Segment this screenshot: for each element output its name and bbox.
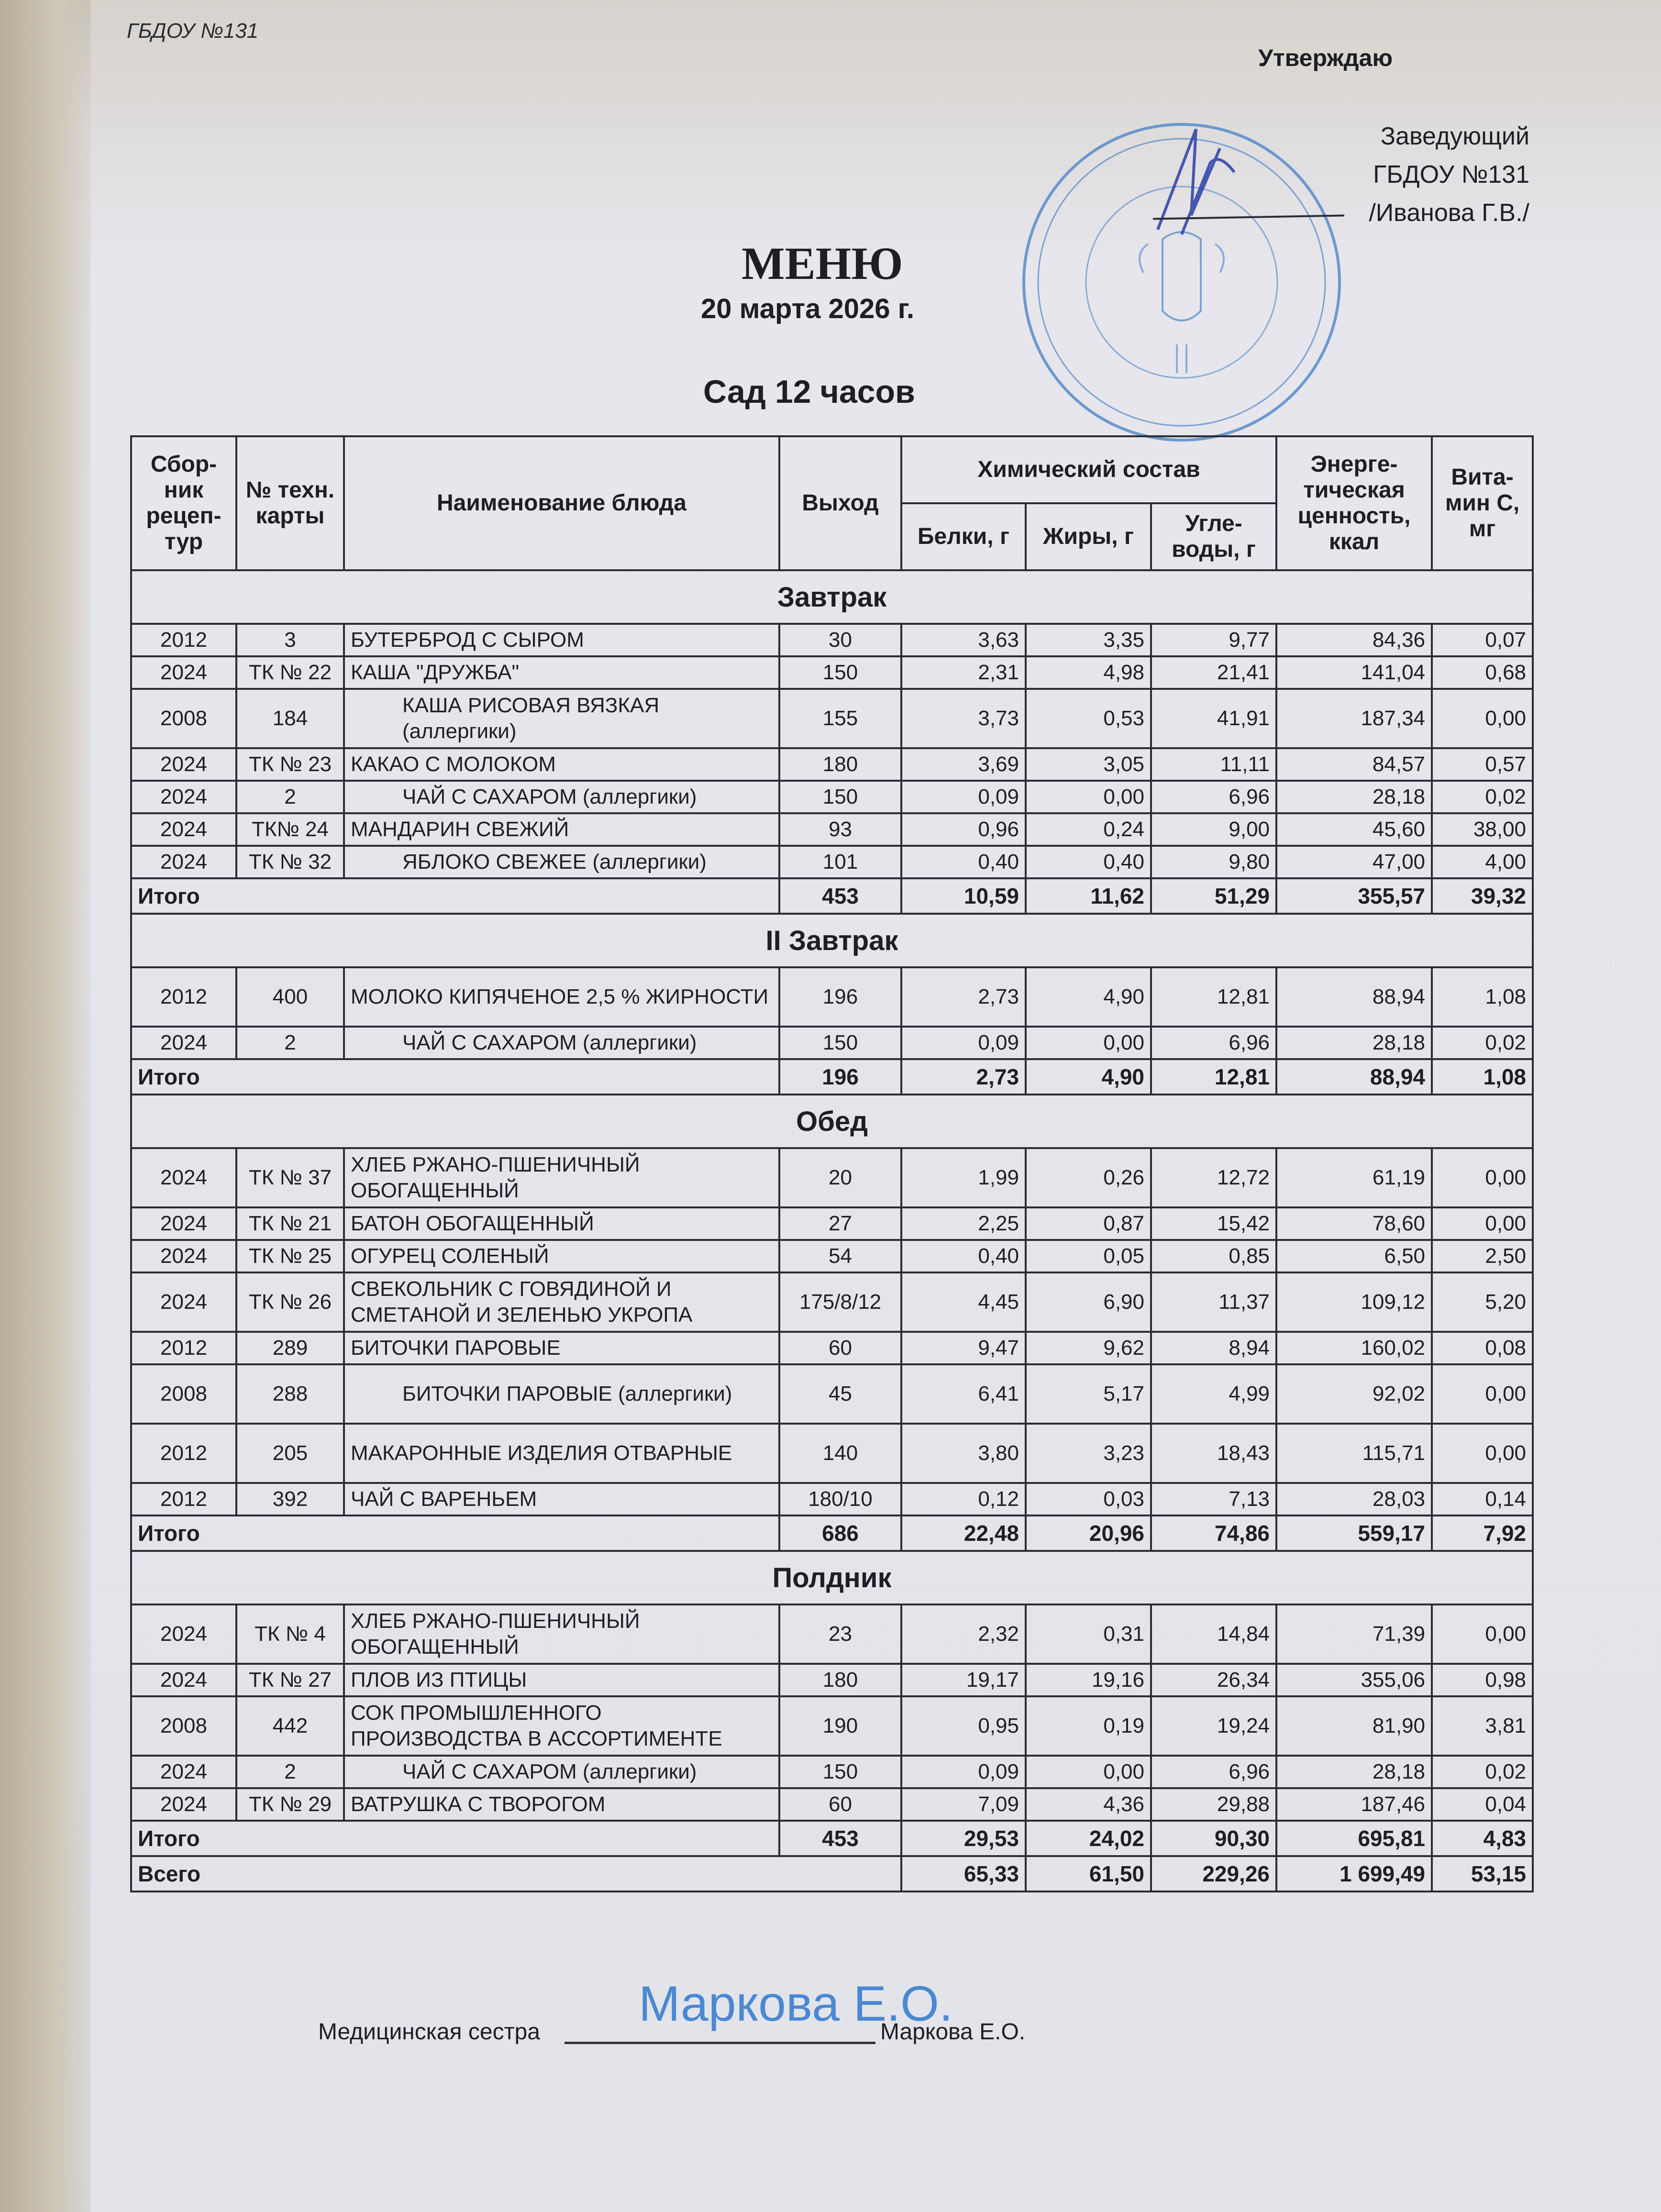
cell-v: 4,00 [1432, 846, 1533, 878]
cell-dish-name: БУТЕРБРОД С СЫРОМ [344, 624, 779, 656]
cell-p: 0,09 [901, 1756, 1026, 1788]
cell-f: 0,00 [1026, 1756, 1151, 1788]
table-row [131, 813, 1533, 846]
cell-f: 0,26 [1026, 1148, 1151, 1207]
cell-v: 38,00 [1432, 813, 1533, 846]
cell-dish-name: МАКАРОННЫЕ ИЗДЕЛИЯ ОТВАРНЫЕ [344, 1424, 779, 1483]
cell-c: 4,99 [1151, 1364, 1276, 1424]
cell-v: 0,08 [1432, 1332, 1533, 1364]
cell-e: 45,60 [1276, 813, 1432, 846]
total-e: 355,57 [1276, 878, 1432, 914]
cell-f: 0,00 [1026, 781, 1151, 813]
cell-yield: 45 [779, 1364, 901, 1424]
header-fat: Жиры, г [1026, 503, 1151, 570]
header-card: № техн. карты [236, 436, 344, 570]
cell-card: 3 [236, 624, 344, 656]
cell-card: ТК № 23 [236, 748, 344, 781]
table-row [131, 1272, 1533, 1332]
table-row [131, 846, 1533, 878]
cell-f: 0,31 [1026, 1604, 1151, 1664]
approval-label: Утверждаю [1258, 44, 1393, 71]
cell-v: 2,50 [1432, 1240, 1533, 1272]
cell-yield: 180 [779, 748, 901, 781]
cell-p: 9,47 [901, 1332, 1026, 1364]
cell-p: 2,31 [901, 656, 1026, 689]
cell-v: 0,02 [1432, 781, 1533, 813]
cell-e: 160,02 [1276, 1332, 1432, 1364]
cell-collection: 2024 [131, 1272, 236, 1332]
total-row [131, 878, 1533, 914]
cell-p: 3,80 [901, 1424, 1026, 1483]
table-row [131, 748, 1533, 781]
nurse-signature: Маркова Е.О. [639, 1976, 953, 2032]
cell-dish-name: ЧАЙ С САХАРОМ (аллергики) [344, 1756, 779, 1788]
grand-total-v: 53,15 [1432, 1856, 1533, 1891]
cell-collection: 2024 [131, 1207, 236, 1240]
cell-e: 47,00 [1276, 846, 1432, 878]
cell-f: 3,35 [1026, 624, 1151, 656]
cell-dish-name: КАША РИСОВАЯ ВЯЗКАЯ (аллергики) [344, 689, 779, 748]
cell-f: 3,05 [1026, 748, 1151, 781]
cell-collection: 2008 [131, 1696, 236, 1756]
total-p: 2,73 [901, 1059, 1026, 1095]
table-row [131, 1332, 1533, 1364]
cell-collection: 2024 [131, 846, 236, 878]
total-p: 29,53 [901, 1821, 1026, 1856]
table-row [131, 1207, 1533, 1240]
cell-c: 0,85 [1151, 1240, 1276, 1272]
cell-f: 9,62 [1026, 1332, 1151, 1364]
cell-card: 442 [236, 1696, 344, 1756]
cell-e: 84,36 [1276, 624, 1432, 656]
cell-yield: 180 [779, 1664, 901, 1696]
cell-collection: 2012 [131, 1483, 236, 1515]
cell-card: ТК № 25 [236, 1240, 344, 1272]
total-f: 24,02 [1026, 1821, 1151, 1856]
cell-c: 26,34 [1151, 1664, 1276, 1696]
grand-total-c: 229,26 [1151, 1856, 1276, 1891]
cell-yield: 93 [779, 813, 901, 846]
cell-f: 4,36 [1026, 1788, 1151, 1821]
total-row [131, 1515, 1533, 1551]
cell-c: 15,42 [1151, 1207, 1276, 1240]
cell-p: 0,09 [901, 781, 1026, 813]
cell-card: 289 [236, 1332, 344, 1364]
table-row [131, 1604, 1533, 1664]
cell-card: ТК № 29 [236, 1788, 344, 1821]
head-name: /Иванова Г.В./ [1369, 199, 1529, 227]
cell-c: 19,24 [1151, 1696, 1276, 1756]
cell-v: 0,00 [1432, 1207, 1533, 1240]
cell-collection: 2024 [131, 1788, 236, 1821]
cell-c: 9,80 [1151, 846, 1276, 878]
cell-dish-name: ПЛОВ ИЗ ПТИЦЫ [344, 1664, 779, 1696]
cell-e: 115,71 [1276, 1424, 1432, 1483]
cell-v: 0,00 [1432, 1148, 1533, 1207]
cell-dish-name: ОГУРЕЦ СОЛЕНЫЙ [344, 1240, 779, 1272]
menu-table-body [131, 570, 1533, 1891]
cell-yield: 54 [779, 1240, 901, 1272]
cell-card: 2 [236, 781, 344, 813]
cell-yield: 180/10 [779, 1483, 901, 1515]
total-v: 4,83 [1432, 1821, 1533, 1856]
cell-yield: 155 [779, 689, 901, 748]
section-row [131, 570, 1533, 624]
total-row [131, 1821, 1533, 1856]
total-f: 11,62 [1026, 878, 1151, 914]
cell-p: 2,25 [901, 1207, 1026, 1240]
cell-p: 4,45 [901, 1272, 1026, 1332]
cell-yield: 190 [779, 1696, 901, 1756]
cell-v: 5,20 [1432, 1272, 1533, 1332]
header-chemical: Химический состав [901, 436, 1276, 503]
total-row [131, 1059, 1533, 1095]
cell-f: 0,03 [1026, 1483, 1151, 1515]
header-collection: Сбор-ник рецеп-тур [131, 436, 236, 570]
cell-c: 6,96 [1151, 1756, 1276, 1788]
cell-card: 2 [236, 1756, 344, 1788]
cell-v: 0,00 [1432, 689, 1533, 748]
total-c: 12,81 [1151, 1059, 1276, 1095]
cell-p: 1,99 [901, 1148, 1026, 1207]
nurse-label: Медицинская сестра [318, 2019, 540, 2045]
cell-p: 0,40 [901, 1240, 1026, 1272]
table-row [131, 967, 1533, 1027]
grand-total-f: 61,50 [1026, 1856, 1151, 1891]
head-title: Заведующий [1380, 122, 1529, 150]
cell-dish-name: СОК ПРОМЫШЛЕННОГО ПРОИЗВОДСТВА В АССОРТИМЕНТЕ [344, 1696, 779, 1756]
cell-f: 0,40 [1026, 846, 1151, 878]
cell-collection: 2012 [131, 624, 236, 656]
cell-v: 0,68 [1432, 656, 1533, 689]
table-row [131, 1483, 1533, 1515]
cell-c: 9,77 [1151, 624, 1276, 656]
cell-card: 392 [236, 1483, 344, 1515]
menu-table [130, 435, 1534, 1892]
cell-p: 19,17 [901, 1664, 1026, 1696]
cell-yield: 20 [779, 1148, 901, 1207]
total-e: 88,94 [1276, 1059, 1432, 1095]
cell-card: ТК № 26 [236, 1272, 344, 1332]
cell-f: 4,90 [1026, 967, 1151, 1027]
cell-e: 61,19 [1276, 1148, 1432, 1207]
grand-total-e: 1 699,49 [1276, 1856, 1432, 1891]
section-title: II Завтрак [131, 914, 1533, 967]
cell-e: 6,50 [1276, 1240, 1432, 1272]
cell-c: 18,43 [1151, 1424, 1276, 1483]
section-title: Полдник [131, 1551, 1533, 1604]
cell-collection: 2024 [131, 813, 236, 846]
cell-yield: 23 [779, 1604, 901, 1664]
cell-v: 0,98 [1432, 1664, 1533, 1696]
cell-v: 0,00 [1432, 1604, 1533, 1664]
cell-v: 0,04 [1432, 1788, 1533, 1821]
cell-yield: 150 [779, 656, 901, 689]
cell-collection: 2012 [131, 967, 236, 1027]
cell-f: 0,24 [1026, 813, 1151, 846]
cell-dish-name: СВЕКОЛЬНИК С ГОВЯДИНОЙ И СМЕТАНОЙ И ЗЕЛЕНЬЮ УКРОПА [344, 1272, 779, 1332]
total-f: 20,96 [1026, 1515, 1151, 1551]
cell-v: 0,00 [1432, 1424, 1533, 1483]
cell-yield: 60 [779, 1332, 901, 1364]
total-label: Итого [131, 1821, 779, 1856]
cell-e: 84,57 [1276, 748, 1432, 781]
total-v: 1,08 [1432, 1059, 1533, 1095]
cell-c: 14,84 [1151, 1604, 1276, 1664]
cell-v: 1,08 [1432, 967, 1533, 1027]
cell-card: ТК № 32 [236, 846, 344, 878]
cell-f: 0,53 [1026, 689, 1151, 748]
header-carbs: Угле-воды, г [1151, 503, 1276, 570]
cell-e: 187,34 [1276, 689, 1432, 748]
cell-p: 2,73 [901, 967, 1026, 1027]
head-organization: ГБДОУ №131 [1373, 161, 1529, 188]
cell-f: 6,90 [1026, 1272, 1151, 1332]
organization-name: ГБДОУ №131 [127, 19, 259, 43]
cell-e: 187,46 [1276, 1788, 1432, 1821]
cell-e: 355,06 [1276, 1664, 1432, 1696]
cell-e: 28,03 [1276, 1483, 1432, 1515]
cell-collection: 2008 [131, 689, 236, 748]
total-v: 7,92 [1432, 1515, 1533, 1551]
total-yield: 453 [779, 1821, 901, 1856]
approval-block [1369, 117, 1529, 232]
section-title: Обед [131, 1095, 1533, 1148]
cell-c: 6,96 [1151, 1027, 1276, 1059]
cell-v: 0,14 [1432, 1483, 1533, 1515]
cell-dish-name: КАКАО С МОЛОКОМ [344, 748, 779, 781]
total-yield: 453 [779, 878, 901, 914]
table-row [131, 1664, 1533, 1696]
grand-total-row [131, 1856, 1533, 1891]
table-row [131, 1756, 1533, 1788]
cell-e: 141,04 [1276, 656, 1432, 689]
total-p: 10,59 [901, 878, 1026, 914]
table-row [131, 1424, 1533, 1483]
table-row [131, 656, 1533, 689]
header-protein: Белки, г [901, 503, 1026, 570]
section-title: Завтрак [131, 570, 1533, 624]
cell-c: 9,00 [1151, 813, 1276, 846]
nurse-name: Маркова Е.О. [880, 2019, 1026, 2045]
total-e: 695,81 [1276, 1821, 1432, 1856]
cell-c: 8,94 [1151, 1332, 1276, 1364]
page-title: МЕНЮ [742, 238, 903, 289]
total-label: Итого [131, 878, 779, 914]
cell-yield: 175/8/12 [779, 1272, 901, 1332]
section-row [131, 914, 1533, 967]
cell-dish-name: ЧАЙ С ВАРЕНЬЕМ [344, 1483, 779, 1515]
cell-yield: 150 [779, 1756, 901, 1788]
cell-collection: 2024 [131, 748, 236, 781]
cell-dish-name: ЧАЙ С САХАРОМ (аллергики) [344, 781, 779, 813]
cell-yield: 140 [779, 1424, 901, 1483]
cell-dish-name: ЯБЛОКО СВЕЖЕЕ (аллергики) [344, 846, 779, 878]
cell-c: 12,72 [1151, 1148, 1276, 1207]
cell-collection: 2008 [131, 1364, 236, 1424]
table-row [131, 1364, 1533, 1424]
cell-p: 2,32 [901, 1604, 1026, 1664]
cell-collection: 2012 [131, 1332, 236, 1364]
section-row [131, 1095, 1533, 1148]
total-f: 4,90 [1026, 1059, 1151, 1095]
menu-date: 20 марта 2026 г. [701, 293, 915, 324]
total-yield: 196 [779, 1059, 901, 1095]
total-p: 22,48 [901, 1515, 1026, 1551]
cell-card: 2 [236, 1027, 344, 1059]
cell-card: ТК№ 24 [236, 813, 344, 846]
header-vitamin-c: Вита-мин С, мг [1432, 436, 1533, 570]
table-row [131, 1027, 1533, 1059]
cell-card: 205 [236, 1424, 344, 1483]
cell-v: 0,02 [1432, 1027, 1533, 1059]
cell-v: 0,00 [1432, 1364, 1533, 1424]
cell-yield: 60 [779, 1788, 901, 1821]
cell-collection: 2024 [131, 1027, 236, 1059]
total-c: 74,86 [1151, 1515, 1276, 1551]
cell-f: 0,00 [1026, 1027, 1151, 1059]
cell-dish-name: МОЛОКО КИПЯЧЕНОЕ 2,5 % ЖИРНОСТИ [344, 967, 779, 1027]
table-row [131, 1148, 1533, 1207]
cell-f: 5,17 [1026, 1364, 1151, 1424]
cell-c: 11,11 [1151, 748, 1276, 781]
cell-card: ТК № 21 [236, 1207, 344, 1240]
cell-collection: 2024 [131, 1664, 236, 1696]
cell-f: 4,98 [1026, 656, 1151, 689]
cell-p: 3,69 [901, 748, 1026, 781]
cell-dish-name: МАНДАРИН СВЕЖИЙ [344, 813, 779, 846]
cell-c: 6,96 [1151, 781, 1276, 813]
table-row [131, 689, 1533, 748]
cell-p: 3,63 [901, 624, 1026, 656]
cell-collection: 2012 [131, 1424, 236, 1483]
cell-c: 7,13 [1151, 1483, 1276, 1515]
menu-subtitle: Сад 12 часов [703, 374, 915, 410]
cell-yield: 150 [779, 781, 901, 813]
total-e: 559,17 [1276, 1515, 1432, 1551]
total-label: Итого [131, 1059, 779, 1095]
cell-p: 3,73 [901, 689, 1026, 748]
cell-p: 0,96 [901, 813, 1026, 846]
header-yield: Выход [779, 436, 901, 570]
cell-yield: 150 [779, 1027, 901, 1059]
table-row [131, 624, 1533, 656]
cell-p: 0,09 [901, 1027, 1026, 1059]
cell-p: 0,40 [901, 846, 1026, 878]
cell-f: 0,87 [1026, 1207, 1151, 1240]
nurse-signature-line [565, 2042, 875, 2044]
cell-v: 0,02 [1432, 1756, 1533, 1788]
cell-c: 11,37 [1151, 1272, 1276, 1332]
total-label: Итого [131, 1515, 779, 1551]
cell-f: 3,23 [1026, 1424, 1151, 1483]
grand-total-label: Всего [131, 1856, 901, 1891]
cell-e: 88,94 [1276, 967, 1432, 1027]
cell-e: 71,39 [1276, 1604, 1432, 1664]
cell-yield: 196 [779, 967, 901, 1027]
header-dish: Наименование блюда [344, 436, 779, 570]
cell-dish-name: БИТОЧКИ ПАРОВЫЕ (аллергики) [344, 1364, 779, 1424]
cell-c: 12,81 [1151, 967, 1276, 1027]
cell-card: ТК № 4 [236, 1604, 344, 1664]
cell-e: 28,18 [1276, 1027, 1432, 1059]
cell-dish-name: КАША "ДРУЖБА" [344, 656, 779, 689]
cell-collection: 2024 [131, 1604, 236, 1664]
cell-p: 0,12 [901, 1483, 1026, 1515]
cell-v: 0,07 [1432, 624, 1533, 656]
total-v: 39,32 [1432, 878, 1533, 914]
cell-e: 28,18 [1276, 1756, 1432, 1788]
grand-total-p: 65,33 [901, 1856, 1026, 1891]
cell-c: 41,91 [1151, 689, 1276, 748]
cell-yield: 27 [779, 1207, 901, 1240]
cell-dish-name: БАТОН ОБОГАЩЕННЫЙ [344, 1207, 779, 1240]
cell-f: 0,19 [1026, 1696, 1151, 1756]
cell-e: 92,02 [1276, 1364, 1432, 1424]
cell-yield: 30 [779, 624, 901, 656]
section-row [131, 1551, 1533, 1604]
cell-e: 81,90 [1276, 1696, 1432, 1756]
header-energy: Энерге-тическая ценность, ккал [1276, 436, 1432, 570]
table-row [131, 1696, 1533, 1756]
cell-card: ТК № 37 [236, 1148, 344, 1207]
cell-p: 6,41 [901, 1364, 1026, 1424]
table-row [131, 1788, 1533, 1821]
cell-collection: 2024 [131, 1756, 236, 1788]
cell-c: 21,41 [1151, 656, 1276, 689]
cell-card: ТК № 27 [236, 1664, 344, 1696]
cell-card: ТК № 22 [236, 656, 344, 689]
official-stamp [1019, 120, 1344, 445]
cell-f: 19,16 [1026, 1664, 1151, 1696]
cell-card: 400 [236, 967, 344, 1027]
total-yield: 686 [779, 1515, 901, 1551]
cell-collection: 2024 [131, 656, 236, 689]
cell-yield: 101 [779, 846, 901, 878]
cell-p: 0,95 [901, 1696, 1026, 1756]
cell-dish-name: ХЛЕБ РЖАНО-ПШЕНИЧНЫЙ ОБОГАЩЕННЫЙ [344, 1604, 779, 1664]
cell-p: 7,09 [901, 1788, 1026, 1821]
cell-e: 109,12 [1276, 1272, 1432, 1332]
cell-card: 288 [236, 1364, 344, 1424]
cell-e: 78,60 [1276, 1207, 1432, 1240]
cell-f: 0,05 [1026, 1240, 1151, 1272]
cell-collection: 2024 [131, 1240, 236, 1272]
cell-dish-name: ВАТРУШКА С ТВОРОГОМ [344, 1788, 779, 1821]
cell-v: 3,81 [1432, 1696, 1533, 1756]
total-c: 90,30 [1151, 1821, 1276, 1856]
cell-dish-name: ЧАЙ С САХАРОМ (аллергики) [344, 1027, 779, 1059]
cell-e: 28,18 [1276, 781, 1432, 813]
cell-card: 184 [236, 689, 344, 748]
cell-dish-name: ХЛЕБ РЖАНО-ПШЕНИЧНЫЙ ОБОГАЩЕННЫЙ [344, 1148, 779, 1207]
cell-v: 0,57 [1432, 748, 1533, 781]
cell-collection: 2024 [131, 1148, 236, 1207]
table-row [131, 1240, 1533, 1272]
table-row [131, 781, 1533, 813]
cell-c: 29,88 [1151, 1788, 1276, 1821]
background-surface [0, 0, 96, 2212]
cell-collection: 2024 [131, 781, 236, 813]
total-c: 51,29 [1151, 878, 1276, 914]
cell-dish-name: БИТОЧКИ ПАРОВЫЕ [344, 1332, 779, 1364]
